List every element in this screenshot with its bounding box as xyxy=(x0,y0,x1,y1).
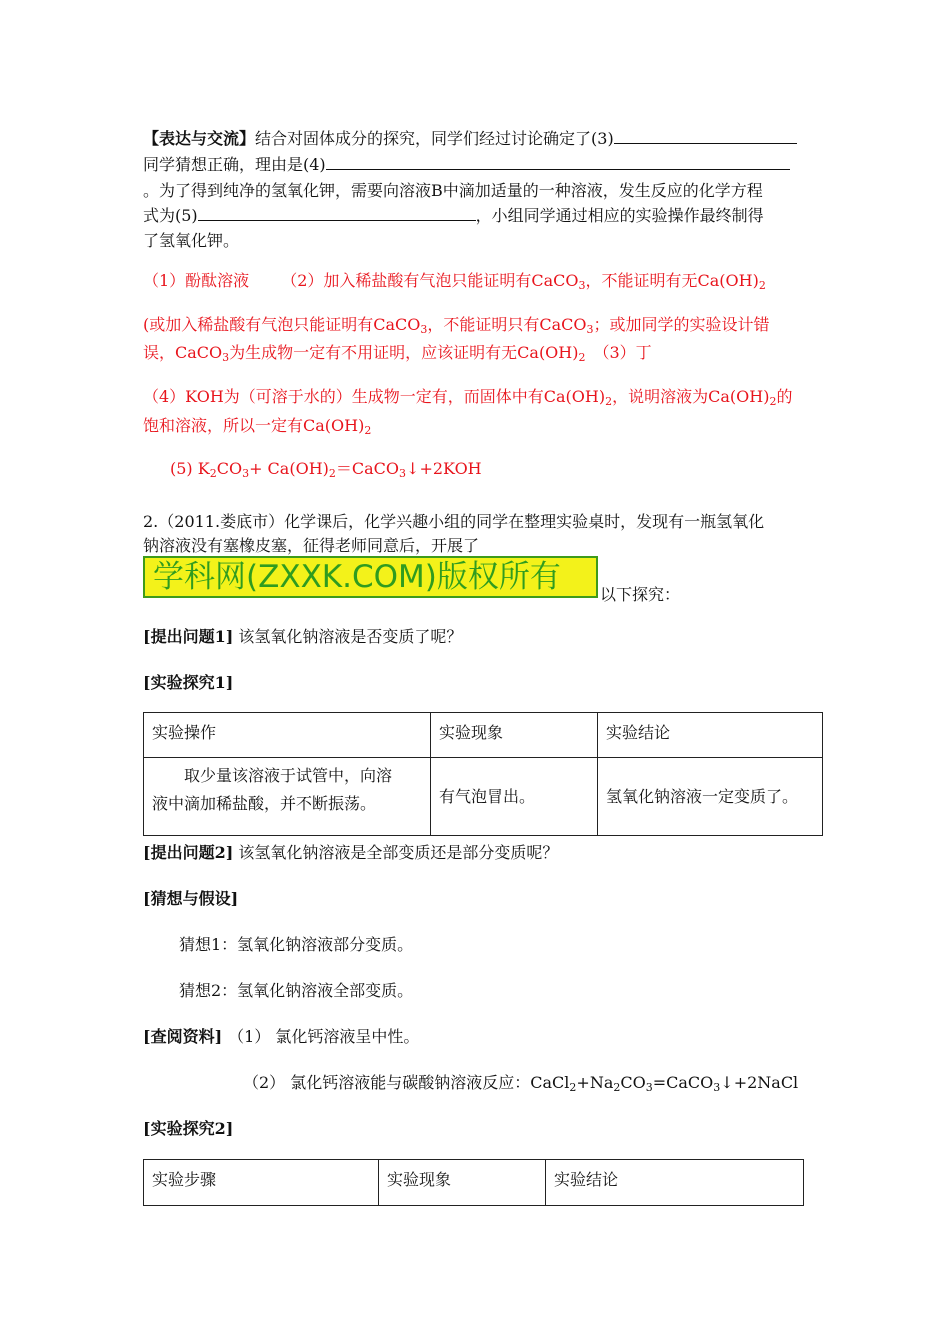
table1-cell-conclusion: 氢氧化钠溶液一定变质了。 xyxy=(598,758,823,836)
reference-line-2: （2） 氯化钙溶液能与碳酸钠溶液反应：$CaCl_2+Na_2CO_3=CaCO_3↓+2NaCl$ xyxy=(243,1073,799,1094)
experiment-2-table xyxy=(143,1159,804,1206)
experiment-2-label: [实验探究2] xyxy=(143,1119,234,1138)
answer-line-2: (或加入稀盐酸有气泡只能证明有CaCO$_3$，不能证明只有CaCO$_3$；或加同学的实验设计错 xyxy=(143,315,770,336)
table2-header-conclusion: 实验结论 xyxy=(546,1160,804,1206)
answer-line-4: （4）KOH为（可溶于水的）生成物一定有，而固体中有$Ca(OH)_2$，说明溶液为$Ca(OH)_2$的 xyxy=(143,387,793,408)
table1-header-conclusion: 实验结论 xyxy=(598,713,823,758)
problem2-intro-line-2: 钠溶液没有塞橡皮塞，征得老师同意后，开展了 xyxy=(143,536,480,555)
answer-blank-4[interactable] xyxy=(326,153,790,170)
table1-header-operation: 实验操作 xyxy=(144,713,431,758)
answer-line-5: 饱和溶液，所以一定有$Ca(OH)_2$ xyxy=(143,416,372,437)
answer-line-6: (5) $K_2CO_3+$ $Ca(OH)_2=CaCO_3↓+2KOH$ xyxy=(170,459,482,480)
expression-line-3: 。为了得到纯净的氢氧化钾，需要向溶液B中滴加适量的一种溶液，发生反应的化学方程 xyxy=(143,181,763,200)
table1-cell-phenomenon: 有气泡冒出。 xyxy=(431,758,598,836)
experiment-1-label: [实验探究1] xyxy=(143,673,234,692)
expression-line-1: 【表达与交流】结合对固体成分的探究，同学们经过讨论确定了(3) xyxy=(143,126,797,149)
section-label-expression: 【表达与交流】 xyxy=(143,129,256,148)
expression-line-2: 同学猜想正确，理由是(4) xyxy=(143,152,790,175)
table2-header-phenomenon: 实验现象 xyxy=(379,1160,546,1206)
answer-blank-5[interactable] xyxy=(198,204,476,221)
hypothesis-1: 猜想1：氢氧化钠溶液部分变质。 xyxy=(179,935,414,954)
question-2: [提出问题2] 该氢氧化钠溶液是全部变质还是部分变质呢？ xyxy=(143,843,559,862)
watermark-banner: 学科网(ZXXK.COM)版权所有 xyxy=(143,556,598,598)
answer-line-1: （1）酚酞溶液 （2）加入稀盐酸有气泡只能证明有CaCO$_3$，不能证明有无$Ca(OH)_2$ xyxy=(143,271,766,292)
answer-blank-3[interactable] xyxy=(614,127,797,144)
expression-line-5: 了氢氧化钾。 xyxy=(143,231,240,250)
hypothesis-2: 猜想2：氢氧化钠溶液全部变质。 xyxy=(179,981,414,1000)
problem2-intro-line-3: 以下探究： xyxy=(600,585,681,604)
expression-line-4: 式为(5) ，小组同学通过相应的实验操作最终制得 xyxy=(143,206,764,225)
table1-header-phenomenon: 实验现象 xyxy=(431,713,598,758)
problem2-intro-line-1: 2.（2011.娄底市）化学课后，化学兴趣小组的同学在整理实验桌时，发现有一瓶氢氧化 xyxy=(143,512,765,531)
reference-line-1: [查阅资料] （1） 氯化钙溶液呈中性。 xyxy=(143,1027,420,1046)
table2-header-steps: 实验步骤 xyxy=(144,1160,379,1206)
experiment-1-table xyxy=(143,712,823,836)
answer-line-3: 误，CaCO$_3$为生成物一定有不用证明，应该证明有无$Ca(OH)_2$ （3）丁 xyxy=(143,343,652,364)
hypothesis-label: [猜想与假设] xyxy=(143,889,239,908)
question-1: [提出问题1] 该氢氧化钠溶液是否变质了呢？ xyxy=(143,627,463,646)
table1-cell-operation: 取少量该溶液于试管中，向溶 液中滴加稀盐酸，并不断振荡。 xyxy=(144,758,431,836)
